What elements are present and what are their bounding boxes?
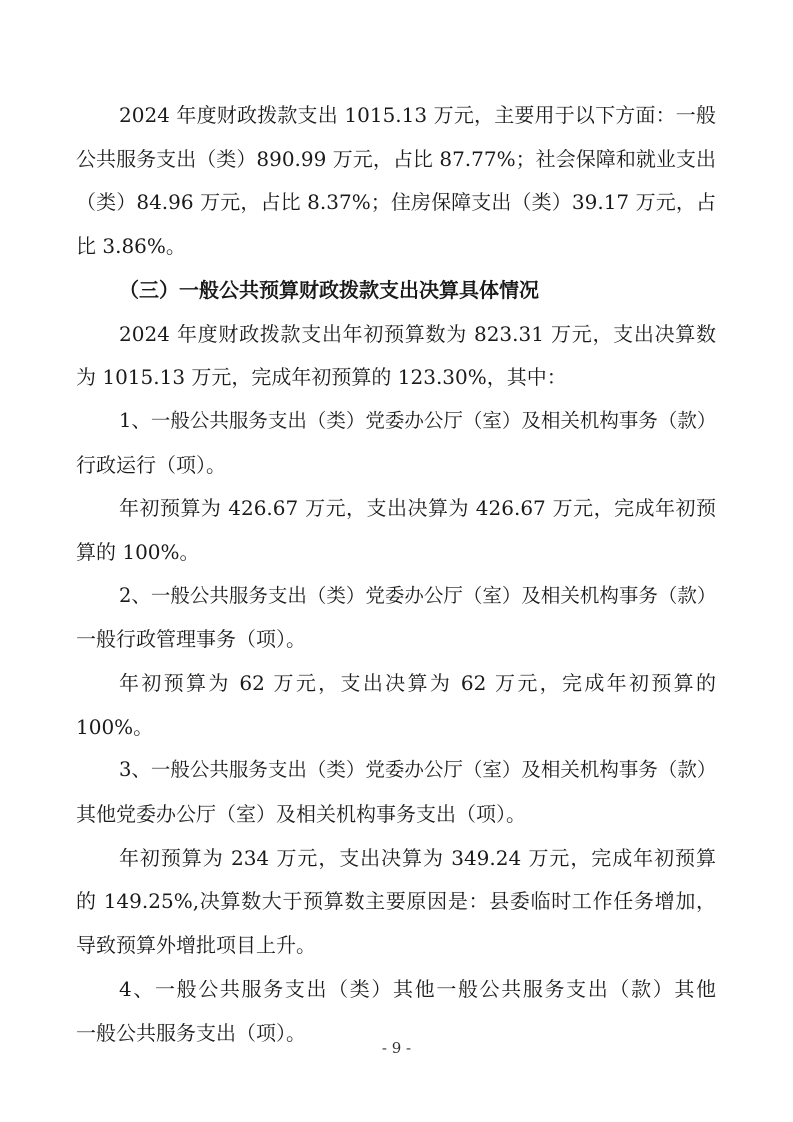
paragraph-line: 其他党委办公厅（室）及相关机构事务支出（项）。 [76, 802, 526, 826]
paragraph-line: 2024 年度财政拨款支出年初预算数为 823.31 万元，支出决算数 [119, 322, 716, 346]
paragraph-line: 年初预算为 234 万元，支出决算为 349.24 万元，完成年初预算 [119, 846, 716, 870]
paragraph-line: 为 1015.13 万元，完成年初预算的 123.30%，其中： [76, 365, 567, 389]
paragraph-line: 2、一般公共服务支出（类）党委办公厅（室）及相关机构事务（款） [119, 584, 717, 607]
paragraph-line: 4、一般公共服务支出（类）其他一般公共服务支出（款）其他 [119, 977, 716, 1001]
paragraph-line: 比 3.86%。 [76, 234, 186, 258]
paragraph-line: 一般公共服务支出（项）。 [76, 1021, 306, 1045]
paragraph-line: 100%。 [76, 715, 154, 739]
paragraph-line: 年初预算为 426.67 万元，支出决算为 426.67 万元，完成年初预 [119, 496, 716, 520]
paragraph-line: 2024 年度财政拨款支出 1015.13 万元，主要用于以下方面：一般 [119, 103, 716, 127]
paragraph-line: 公共服务支出（类）890.99 万元，占比 87.77%；社会保障和就业支出 [76, 147, 716, 171]
paragraph-line: 年初预算为 62 万元，支出决算为 62 万元，完成年初预算的 [119, 671, 716, 695]
paragraph-line: 3、一般公共服务支出（类）党委办公厅（室）及相关机构事务（款） [119, 758, 717, 781]
paragraph-line: 一般行政管理事务（项）。 [76, 627, 306, 651]
paragraph-line: 1、一般公共服务支出（类）党委办公厅（室）及相关机构事务（款） [119, 409, 717, 432]
paragraph-line: 的 149.25%,决算数大于预算数主要原因是：县委临时工作任务增加， [76, 889, 716, 913]
paragraph-line: 行政运行（项）。 [76, 453, 226, 477]
paragraph-line: 算的 100%。 [76, 540, 200, 564]
page-number: - 9 - [381, 1039, 412, 1057]
paragraph-line: （类）84.96 万元，占比 8.37%；住房保障支出（类）39.17 万元，占 [76, 190, 716, 214]
paragraph-line: 导致预算外增批项目上升。 [76, 933, 316, 957]
section-heading: （三）一般公共预算财政拨款支出决算具体情况 [119, 278, 539, 302]
